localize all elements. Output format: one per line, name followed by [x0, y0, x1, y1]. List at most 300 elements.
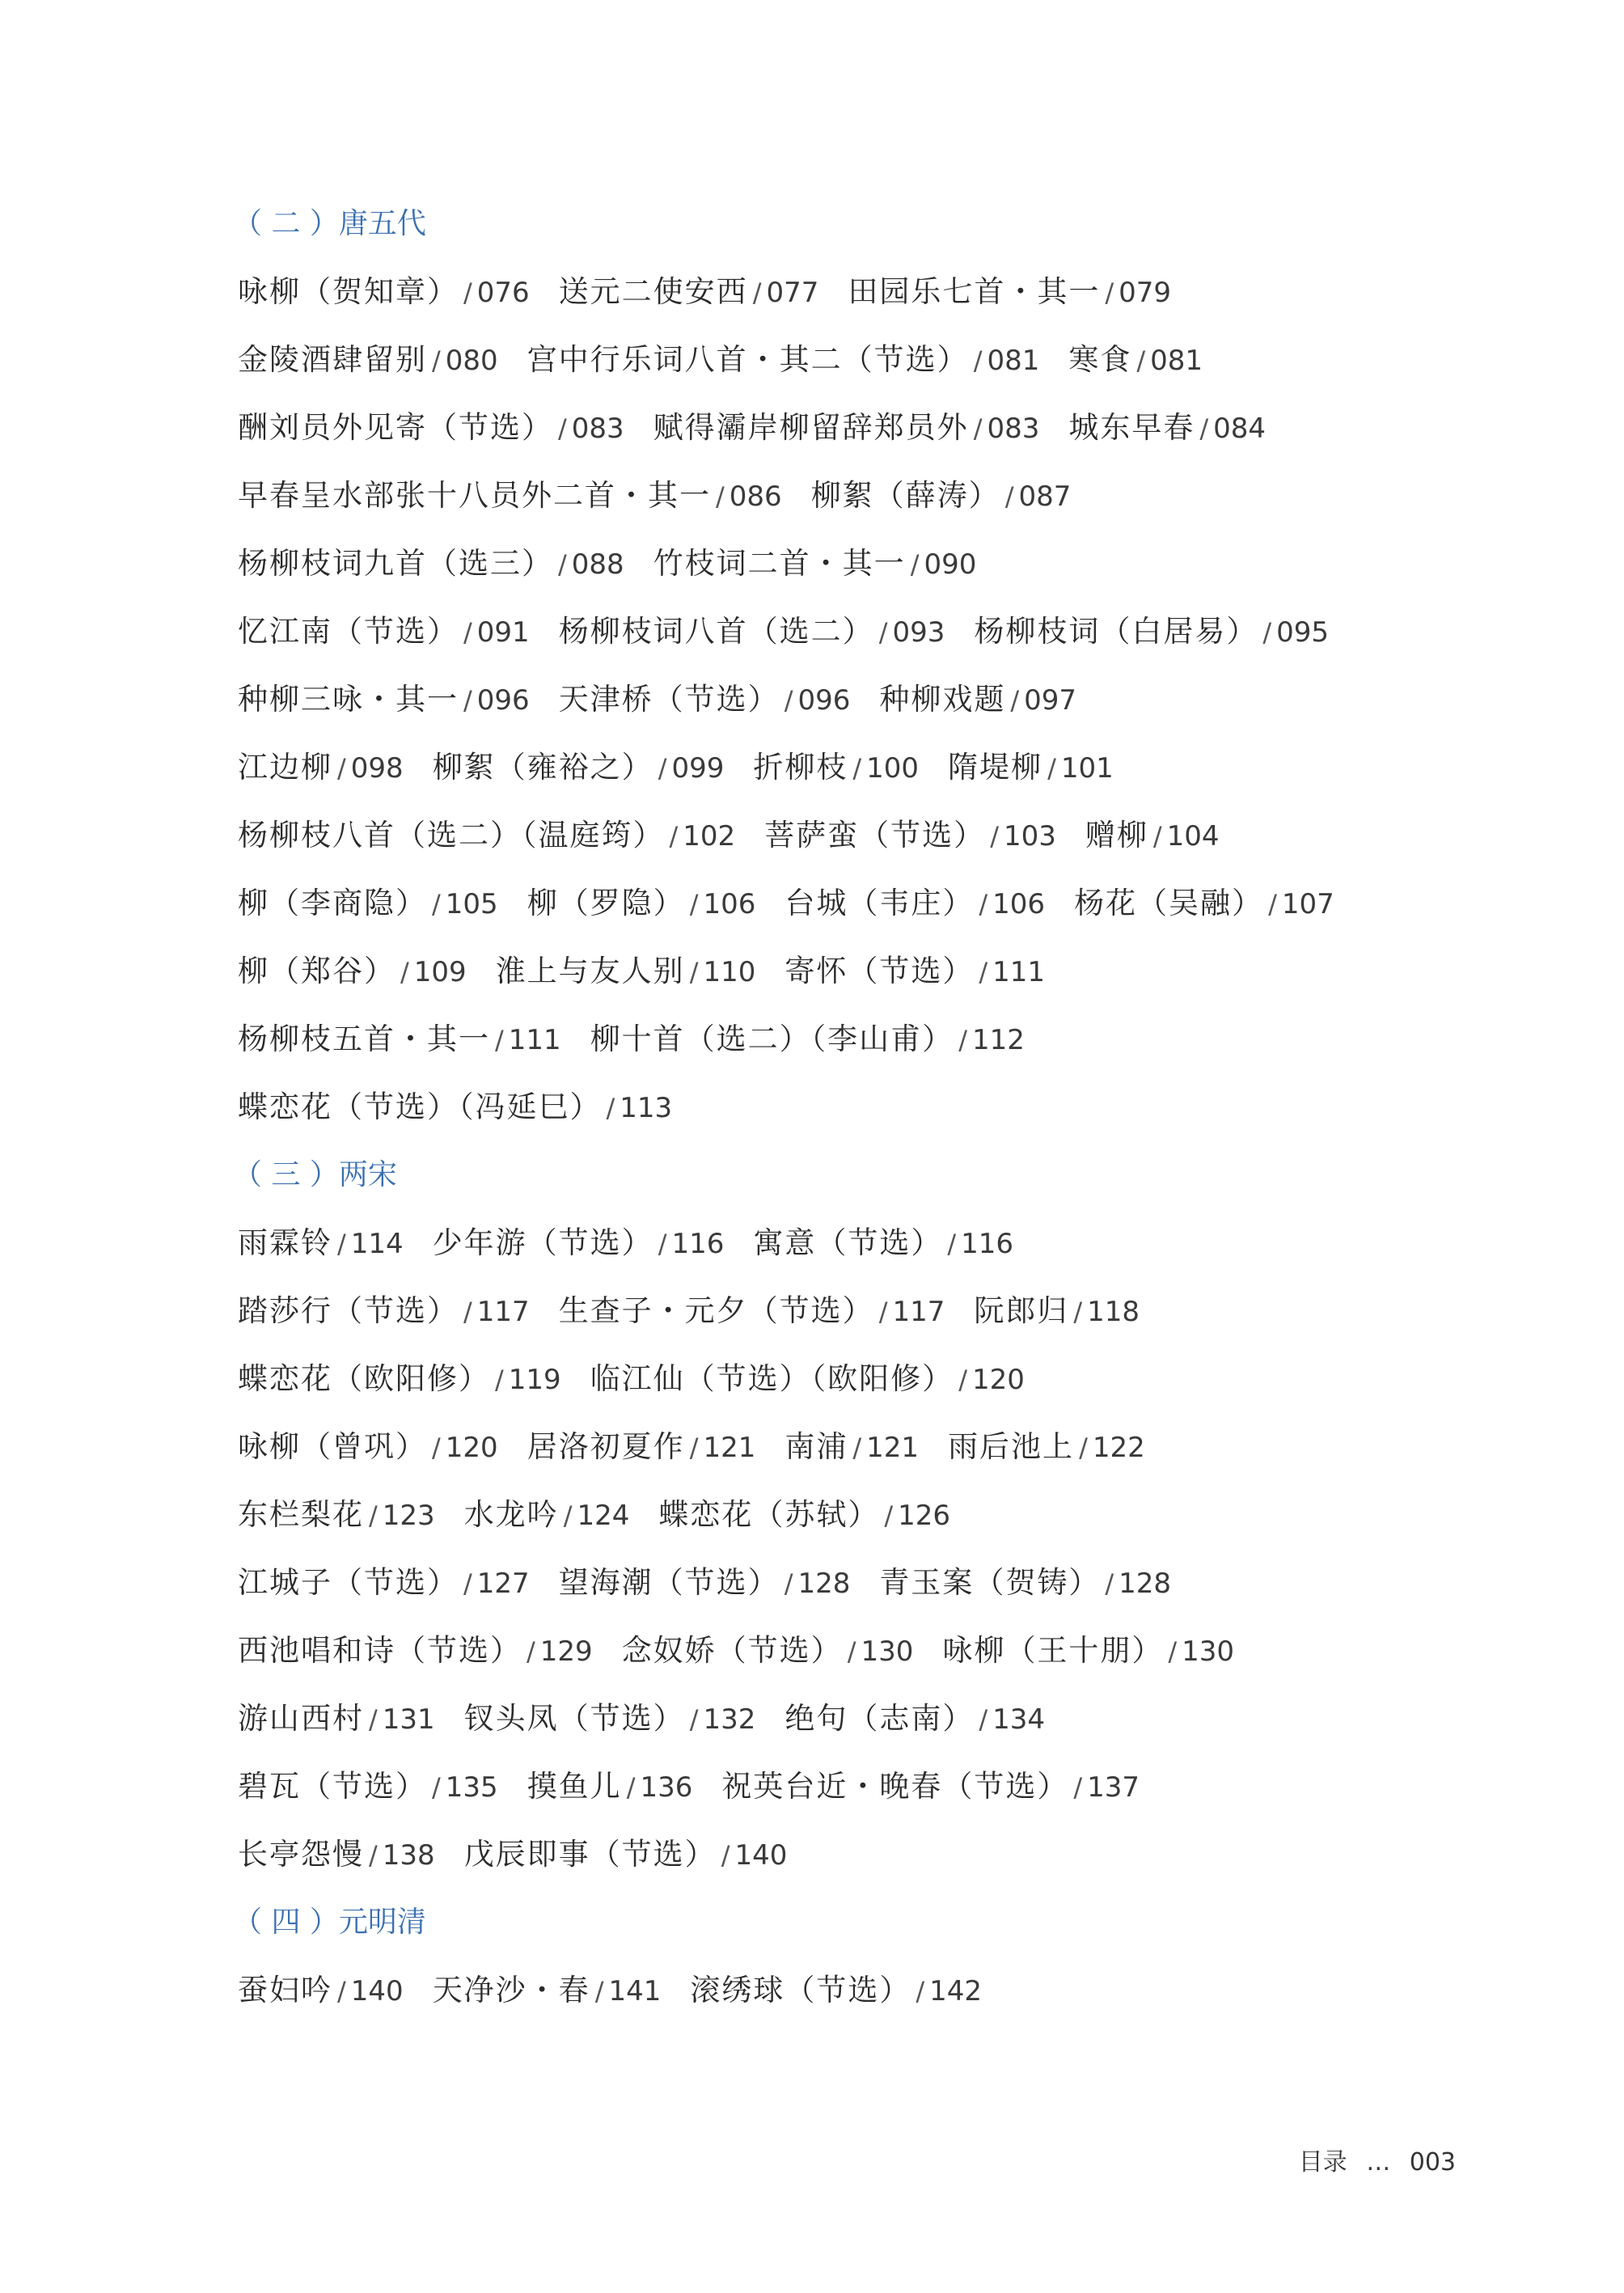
- toc-entry-title: 天津桥（节选）: [558, 682, 780, 717]
- toc-entry-separator: /: [369, 1840, 378, 1871]
- toc-entry-title: 临江仙（节选）（欧阳修）: [590, 1361, 954, 1396]
- toc-entry-separator: /: [626, 1772, 636, 1803]
- toc-entry[interactable]: [879, 666, 1076, 734]
- toc-entry-page: 140: [350, 1975, 404, 2007]
- toc-line: [238, 1413, 1499, 1481]
- toc-entry[interactable]: [785, 937, 1045, 1006]
- toc-entry-title: 青玉案（贺铸）: [879, 1565, 1101, 1600]
- toc-entry-page: 129: [539, 1635, 593, 1668]
- toc-entry-separator: /: [1136, 345, 1146, 376]
- toc-entry-page: 099: [671, 752, 725, 785]
- toc-entry-page: 114: [350, 1228, 404, 1260]
- toc-entry-separator: /: [527, 1636, 535, 1667]
- toc-entry-page: 142: [929, 1975, 983, 2007]
- toc-entry-page: 080: [445, 345, 498, 377]
- toc-line: [238, 326, 1499, 394]
- toc-entry-page: 107: [1281, 888, 1334, 920]
- toc-entry[interactable]: [238, 1549, 530, 1618]
- toc-entry-separator: /: [463, 1568, 472, 1599]
- toc-entry-separator: /: [400, 957, 409, 988]
- toc-entry[interactable]: [238, 1073, 672, 1142]
- toc-entry-title: 田园乐七首・其一: [848, 274, 1101, 309]
- toc-line: [238, 734, 1499, 802]
- toc-entry-separator: /: [784, 685, 793, 716]
- toc-entry-title: 念奴娇（节选）: [621, 1633, 843, 1668]
- toc-entry-page: 106: [992, 888, 1046, 920]
- toc-entry[interactable]: [238, 1753, 498, 1821]
- toc-line: [238, 394, 1499, 462]
- toc-entry[interactable]: [690, 1957, 982, 2025]
- toc-entry-title: 赋得灞岸柳留辞郑员外: [653, 410, 969, 445]
- toc-entry-separator: /: [463, 1297, 472, 1327]
- toc-entry[interactable]: [238, 1413, 498, 1482]
- toc-entry-page: 095: [1276, 616, 1330, 649]
- toc-entry-page: 118: [1087, 1296, 1140, 1328]
- toc-entry-title: 江城子（节选）: [238, 1565, 459, 1600]
- toc-entry-page: 131: [382, 1703, 435, 1736]
- toc-entry-page: 124: [577, 1500, 630, 1532]
- toc-entry-title: 早春呈水部张十八员外二首・其一: [238, 478, 711, 513]
- toc-entry[interactable]: [238, 394, 624, 463]
- toc-entry-separator: /: [716, 481, 725, 512]
- toc-entry[interactable]: [238, 326, 498, 395]
- toc-entry-separator: /: [1079, 1432, 1088, 1463]
- toc-entry-separator: /: [1105, 1568, 1114, 1599]
- toc-entry-separator: /: [558, 413, 567, 444]
- toc-entry-title: 寒食: [1068, 342, 1132, 377]
- toc-entry-title: 蝶恋花（节选）（冯延巳）: [238, 1089, 602, 1124]
- toc-entry-page: 083: [987, 412, 1040, 445]
- toc-entry[interactable]: [464, 1685, 756, 1754]
- toc-entry-title: 台城（韦庄）: [785, 886, 975, 920]
- toc-entry-separator: /: [752, 277, 762, 308]
- toc-line: [238, 869, 1499, 937]
- toc-entry-separator: /: [1262, 617, 1272, 648]
- toc-entry[interactable]: [559, 598, 945, 666]
- toc-entry-title: 蚕妇吟: [238, 1973, 332, 2007]
- toc-entry-title: 长亭怨慢: [238, 1837, 364, 1872]
- toc-entry-title: 寓意（节选）: [753, 1225, 943, 1260]
- toc-entry-page: 126: [898, 1500, 951, 1532]
- toc-entry-title: 雨霖铃: [238, 1225, 332, 1260]
- toc-entry-page: 090: [924, 548, 977, 581]
- toc-entry[interactable]: [1068, 394, 1266, 463]
- toc-entry-separator: /: [847, 1636, 856, 1667]
- toc-entry[interactable]: [879, 1549, 1171, 1618]
- toc-entry-title: 柳絮（雍裕之）: [432, 750, 653, 785]
- toc-entry[interactable]: [811, 462, 1072, 531]
- toc-entry[interactable]: [238, 258, 530, 327]
- toc-entry-separator: /: [432, 345, 441, 376]
- toc-entry-separator: /: [1168, 1636, 1178, 1667]
- toc-entry-page: 081: [987, 345, 1040, 377]
- toc-line: [238, 1481, 1499, 1549]
- toc-entry[interactable]: [942, 1617, 1234, 1686]
- toc-entry-page: 130: [1182, 1635, 1235, 1668]
- toc-entry[interactable]: [974, 1277, 1140, 1346]
- toc-entry-title: 柳（李商隐）: [238, 886, 427, 920]
- toc-entry-title: 碧瓦（节选）: [238, 1769, 427, 1804]
- toc-entry-title: 送元二使安西: [558, 274, 748, 309]
- toc-entry-title: 淮上与友人别: [495, 954, 685, 988]
- toc-line: [238, 1345, 1499, 1413]
- toc-entry[interactable]: [559, 1549, 851, 1618]
- toc-entry-title: 咏柳（贺知章）: [238, 274, 459, 309]
- toc-entry-page: 122: [1092, 1432, 1145, 1464]
- toc-entry[interactable]: [559, 258, 819, 327]
- toc-entry-title: 居洛初夏作: [527, 1429, 685, 1464]
- toc-entry[interactable]: [464, 1821, 788, 1889]
- toc-entry-title: 柳十首（选二）（李山甫）: [590, 1022, 954, 1056]
- toc-entry-page: 135: [445, 1771, 498, 1804]
- toc-line: [238, 802, 1499, 869]
- toc-entry-title: 东栏梨花: [238, 1497, 364, 1532]
- toc-entry-separator: /: [1152, 821, 1162, 852]
- toc-entry-title: 滚绣球（节选）: [690, 1973, 911, 2007]
- toc-entry[interactable]: [622, 1617, 914, 1686]
- toc-entry-separator: /: [689, 1432, 699, 1463]
- toc-entry-separator: /: [432, 1772, 441, 1803]
- toc-entry[interactable]: [238, 1481, 435, 1550]
- toc-entry-page: 123: [382, 1500, 435, 1532]
- toc-entry-separator: /: [947, 1229, 957, 1259]
- toc-entry[interactable]: [433, 1209, 725, 1278]
- toc-entry-separator: /: [658, 1229, 667, 1259]
- toc-entry-page: 084: [1213, 412, 1267, 445]
- toc-entry-separator: /: [979, 889, 988, 920]
- toc-entry-separator: /: [979, 1704, 988, 1735]
- toc-entry-title: 宫中行乐词八首・其二（节选）: [527, 342, 969, 377]
- toc-entry-title: 杨柳枝词九首（选三）: [238, 546, 553, 581]
- toc-entry[interactable]: [238, 869, 498, 938]
- toc-line: [238, 1209, 1499, 1277]
- toc-entry-separator: /: [1004, 481, 1014, 512]
- toc-entry-page: 141: [608, 1975, 662, 2007]
- toc-entry-separator: /: [463, 277, 472, 308]
- toc-entry-separator: /: [878, 617, 888, 648]
- toc-entry-title: 柳絮（薛涛）: [810, 478, 1000, 513]
- toc-entry-separator: /: [784, 1568, 793, 1599]
- toc-entry-separator: /: [852, 1432, 862, 1463]
- toc-entry-page: 106: [703, 888, 756, 920]
- toc-entry-separator: /: [878, 1297, 888, 1327]
- toc-entry[interactable]: [433, 1957, 662, 2025]
- toc-entry[interactable]: [785, 869, 1045, 938]
- toc-entry-page: 096: [797, 684, 851, 717]
- toc-entry[interactable]: [238, 1821, 435, 1889]
- toc-entry-separator: /: [495, 1025, 504, 1056]
- toc-entry-separator: /: [1010, 685, 1020, 716]
- toc-entry-page: 140: [734, 1839, 788, 1872]
- toc-entry[interactable]: [764, 802, 1056, 870]
- toc-entry-title: 绝句（志南）: [785, 1701, 975, 1736]
- toc-entry[interactable]: [848, 258, 1171, 327]
- toc-entry-page: 112: [971, 1024, 1025, 1056]
- toc-line: [238, 598, 1499, 666]
- toc-entry-page: 105: [445, 888, 498, 920]
- toc-entry-page: 111: [992, 956, 1046, 988]
- toc-entry-title: 雨后池上: [948, 1429, 1075, 1464]
- toc-entry-page: 081: [1150, 345, 1203, 377]
- toc-entry-page: 102: [683, 820, 736, 852]
- toc-entry-separator: /: [721, 1840, 730, 1871]
- table-of-contents: [233, 190, 1499, 2024]
- toc-line: [238, 462, 1499, 530]
- toc-entry-page: 128: [797, 1567, 851, 1600]
- toc-entry[interactable]: [238, 530, 624, 599]
- toc-entry[interactable]: [433, 734, 725, 802]
- toc-line: [238, 666, 1499, 734]
- toc-entry[interactable]: [464, 1481, 630, 1550]
- toc-entry-title: 水龙吟: [463, 1497, 559, 1532]
- toc-entry-page: 079: [1119, 277, 1172, 309]
- toc-entry-page: 130: [861, 1635, 914, 1668]
- toc-entry-separator: /: [884, 1500, 894, 1531]
- toc-entry-title: 菩萨蛮（节选）: [764, 818, 986, 852]
- toc-entry[interactable]: [974, 598, 1329, 666]
- toc-entry-separator: /: [1199, 413, 1209, 444]
- toc-entry[interactable]: [527, 326, 1040, 395]
- toc-line: [238, 1617, 1499, 1685]
- toc-entry-page: 117: [892, 1296, 945, 1328]
- toc-entry-separator: /: [958, 1364, 967, 1395]
- toc-line: [238, 1753, 1499, 1821]
- toc-entry-page: 138: [382, 1839, 435, 1872]
- section-heading: （ 二 ）唐五代: [233, 207, 426, 240]
- toc-entry-separator: /: [369, 1500, 378, 1531]
- toc-entry-page: 110: [703, 956, 756, 988]
- toc-entry-title: 蝶恋花（欧阳修）: [238, 1361, 490, 1396]
- toc-entry[interactable]: [653, 530, 977, 599]
- toc-entry-title: 金陵酒肆留别: [238, 342, 427, 377]
- toc-entry[interactable]: [948, 1413, 1145, 1482]
- toc-entry-separator: /: [958, 1025, 967, 1056]
- toc-entry[interactable]: [721, 1753, 1140, 1821]
- toc-entry[interactable]: [785, 1685, 1045, 1754]
- toc-entry-separator: /: [463, 685, 472, 716]
- toc-entry-page: 087: [1018, 480, 1072, 513]
- toc-entry[interactable]: [238, 666, 530, 734]
- toc-line: [238, 1549, 1499, 1617]
- toc-entry-separator: /: [689, 1704, 699, 1735]
- toc-line: [238, 1073, 1499, 1141]
- toc-entry-separator: /: [689, 889, 699, 920]
- toc-entry-page: 091: [476, 616, 530, 649]
- toc-entry[interactable]: [527, 1413, 756, 1482]
- toc-entry-title: 蝶恋花（苏轼）: [658, 1497, 880, 1532]
- footer-label: 目录: [1298, 2148, 1347, 2177]
- toc-entry-title: 柳（郑谷）: [238, 954, 395, 988]
- toc-entry-title: 西池唱和诗（节选）: [238, 1633, 522, 1668]
- toc-entry-separator: /: [979, 957, 988, 988]
- toc-entry[interactable]: [1074, 869, 1334, 938]
- toc-entry[interactable]: [1068, 326, 1203, 395]
- toc-entry-title: 杨柳枝八首（选二）（温庭筠）: [238, 818, 665, 852]
- toc-entry-title: 杨柳枝词八首（选二）: [558, 614, 874, 649]
- toc-entry-title: 杨花（吴融）: [1074, 886, 1264, 920]
- toc-entry-title: 游山西村: [238, 1701, 364, 1736]
- toc-entry[interactable]: [948, 734, 1114, 802]
- toc-entry-title: 摸鱼儿: [527, 1769, 622, 1804]
- toc-entry-page: 104: [1166, 820, 1220, 852]
- toc-entry[interactable]: [238, 1685, 435, 1754]
- toc-entry-separator: /: [558, 549, 567, 580]
- page-footer: [1299, 2142, 1456, 2177]
- toc-entry[interactable]: [238, 462, 782, 531]
- toc-entry-separator: /: [1073, 1772, 1083, 1803]
- toc-entry-page: 117: [476, 1296, 530, 1328]
- toc-entry-page: 093: [892, 616, 945, 649]
- toc-entry[interactable]: [238, 1209, 404, 1278]
- toc-entry[interactable]: [527, 869, 756, 938]
- toc-entry-title: 祝英台近・晚春（节选）: [721, 1769, 1069, 1804]
- toc-entry[interactable]: [1085, 802, 1220, 870]
- toc-entry[interactable]: [496, 937, 756, 1006]
- toc-entry-separator: /: [916, 1976, 925, 2007]
- toc-entry-title: 折柳枝: [753, 750, 848, 785]
- toc-line: [238, 1277, 1499, 1345]
- toc-entry-page: 132: [703, 1703, 756, 1736]
- toc-entry[interactable]: [785, 1413, 919, 1482]
- toc-entry[interactable]: [590, 1005, 1025, 1074]
- toc-entry-page: 120: [445, 1432, 498, 1464]
- toc-entry-page: 083: [571, 412, 624, 445]
- toc-entry-title: 柳（罗隐）: [527, 886, 685, 920]
- toc-line: [238, 1685, 1499, 1753]
- toc-entry-page: 116: [671, 1228, 725, 1260]
- footer-dots: …: [1366, 2148, 1391, 2177]
- toc-entry[interactable]: [238, 1345, 561, 1414]
- toc-entry[interactable]: [238, 802, 735, 870]
- toc-line: [238, 1005, 1499, 1073]
- toc-entry-separator: /: [669, 821, 679, 852]
- toc-entry-separator: /: [432, 889, 441, 920]
- toc-entry-separator: /: [990, 821, 999, 852]
- toc-entry-separator: /: [1073, 1297, 1083, 1327]
- toc-entry[interactable]: [559, 666, 851, 734]
- toc-entry-page: 088: [571, 548, 624, 581]
- toc-entry-title: 寄怀（节选）: [785, 954, 975, 988]
- toc-entry-separator: /: [658, 753, 667, 784]
- toc-entry-separator: /: [495, 1364, 504, 1395]
- toc-entry-page: 113: [620, 1092, 673, 1124]
- toc-entry[interactable]: [559, 1277, 945, 1346]
- toc-entry-separator: /: [689, 957, 699, 988]
- toc-line: [238, 1957, 1499, 2024]
- toc-entry-separator: /: [606, 1093, 615, 1123]
- toc-entry[interactable]: [238, 598, 530, 666]
- toc-entry-separator: /: [594, 1976, 604, 2007]
- toc-entry[interactable]: [238, 1617, 593, 1686]
- toc-entry-title: 江边柳: [238, 750, 332, 785]
- toc-line: [238, 937, 1499, 1005]
- toc-entry-page: 127: [476, 1567, 530, 1600]
- toc-entry-separator: /: [337, 753, 346, 784]
- toc-entry-title: 戊辰即事（节选）: [463, 1837, 717, 1872]
- toc-entry-page: 096: [476, 684, 530, 717]
- toc-entry-title: 钗头凤（节选）: [463, 1701, 685, 1736]
- toc-entry-title: 望海潮（节选）: [558, 1565, 780, 1600]
- toc-entry-page: 137: [1087, 1771, 1140, 1804]
- toc-entry-title: 忆江南（节选）: [238, 614, 459, 649]
- toc-entry-page: 109: [413, 956, 467, 988]
- toc-entry-title: 咏柳（王十朋）: [942, 1633, 1164, 1668]
- toc-line: [238, 1821, 1499, 1889]
- toc-entry[interactable]: [753, 1209, 1013, 1278]
- toc-entry-title: 赠柳: [1085, 818, 1148, 852]
- toc-entry[interactable]: [238, 734, 404, 802]
- section-heading: （ 三 ）两宋: [233, 1158, 397, 1191]
- toc-entry[interactable]: [238, 1005, 561, 1074]
- toc-entry-title: 踏莎行（节选）: [238, 1293, 459, 1328]
- toc-entry[interactable]: [238, 937, 467, 1006]
- toc-entry-page: 116: [961, 1228, 1014, 1260]
- toc-entry-separator: /: [369, 1704, 378, 1735]
- toc-entry-page: 077: [766, 277, 819, 309]
- toc-entry-separator: /: [1047, 753, 1056, 784]
- toc-entry-separator: /: [563, 1500, 573, 1531]
- toc-entry-page: 119: [508, 1364, 561, 1396]
- toc-entry-separator: /: [973, 413, 983, 444]
- toc-line: [238, 258, 1499, 326]
- toc-entry-page: 098: [350, 752, 404, 785]
- toc-entry-separator: /: [973, 345, 983, 376]
- toc-entry-title: 南浦: [785, 1429, 848, 1464]
- toc-entry-title: 杨柳枝词（白居易）: [974, 614, 1258, 649]
- toc-entry-page: 121: [866, 1432, 920, 1464]
- toc-entry-separator: /: [1105, 277, 1114, 308]
- toc-entry-separator: /: [463, 617, 472, 648]
- toc-entry-page: 076: [476, 277, 530, 309]
- toc-entry-page: 097: [1024, 684, 1077, 717]
- toc-entry-separator: /: [337, 1229, 346, 1259]
- toc-entry-page: 101: [1060, 752, 1114, 785]
- toc-entry-title: 种柳戏题: [879, 682, 1006, 717]
- toc-entry-title: 生查子・元夕（节选）: [558, 1293, 874, 1328]
- toc-entry-separator: /: [910, 549, 920, 580]
- section-heading: （ 四 ）元明清: [233, 1906, 426, 1939]
- toc-entry-title: 杨柳枝五首・其一: [238, 1022, 490, 1056]
- toc-entry-title: 竹枝词二首・其一: [653, 546, 906, 581]
- toc-entry-page: 103: [1003, 820, 1056, 852]
- toc-entry-title: 少年游（节选）: [432, 1225, 653, 1260]
- toc-entry-page: 128: [1119, 1567, 1172, 1600]
- toc-entry[interactable]: [527, 1753, 693, 1821]
- toc-entry-page: 111: [508, 1024, 561, 1056]
- footer-page-number: 003: [1409, 2148, 1456, 2177]
- toc-entry-title: 天净沙・春: [432, 1973, 590, 2007]
- toc-entry-page: 136: [640, 1771, 693, 1804]
- toc-entry-title: 阮郎归: [974, 1293, 1069, 1328]
- toc-entry[interactable]: [590, 1345, 1025, 1414]
- toc-entry[interactable]: [753, 734, 919, 802]
- toc-line: [238, 530, 1499, 598]
- toc-entry-separator: /: [1268, 889, 1277, 920]
- toc-entry[interactable]: [658, 1481, 950, 1550]
- toc-entry[interactable]: [238, 1277, 530, 1346]
- toc-entry-page: 120: [971, 1364, 1025, 1396]
- toc-entry-separator: /: [432, 1432, 441, 1463]
- toc-entry-page: 100: [866, 752, 920, 785]
- toc-entry-title: 城东早春: [1068, 410, 1195, 445]
- toc-entry-title: 酬刘员外见寄（节选）: [238, 410, 553, 445]
- toc-entry[interactable]: [238, 1957, 404, 2025]
- toc-entry-separator: /: [852, 753, 862, 784]
- toc-entry-separator: /: [337, 1976, 346, 2007]
- toc-entry-title: 隋堤柳: [948, 750, 1043, 785]
- toc-entry-page: 121: [703, 1432, 756, 1464]
- toc-entry[interactable]: [653, 394, 1040, 463]
